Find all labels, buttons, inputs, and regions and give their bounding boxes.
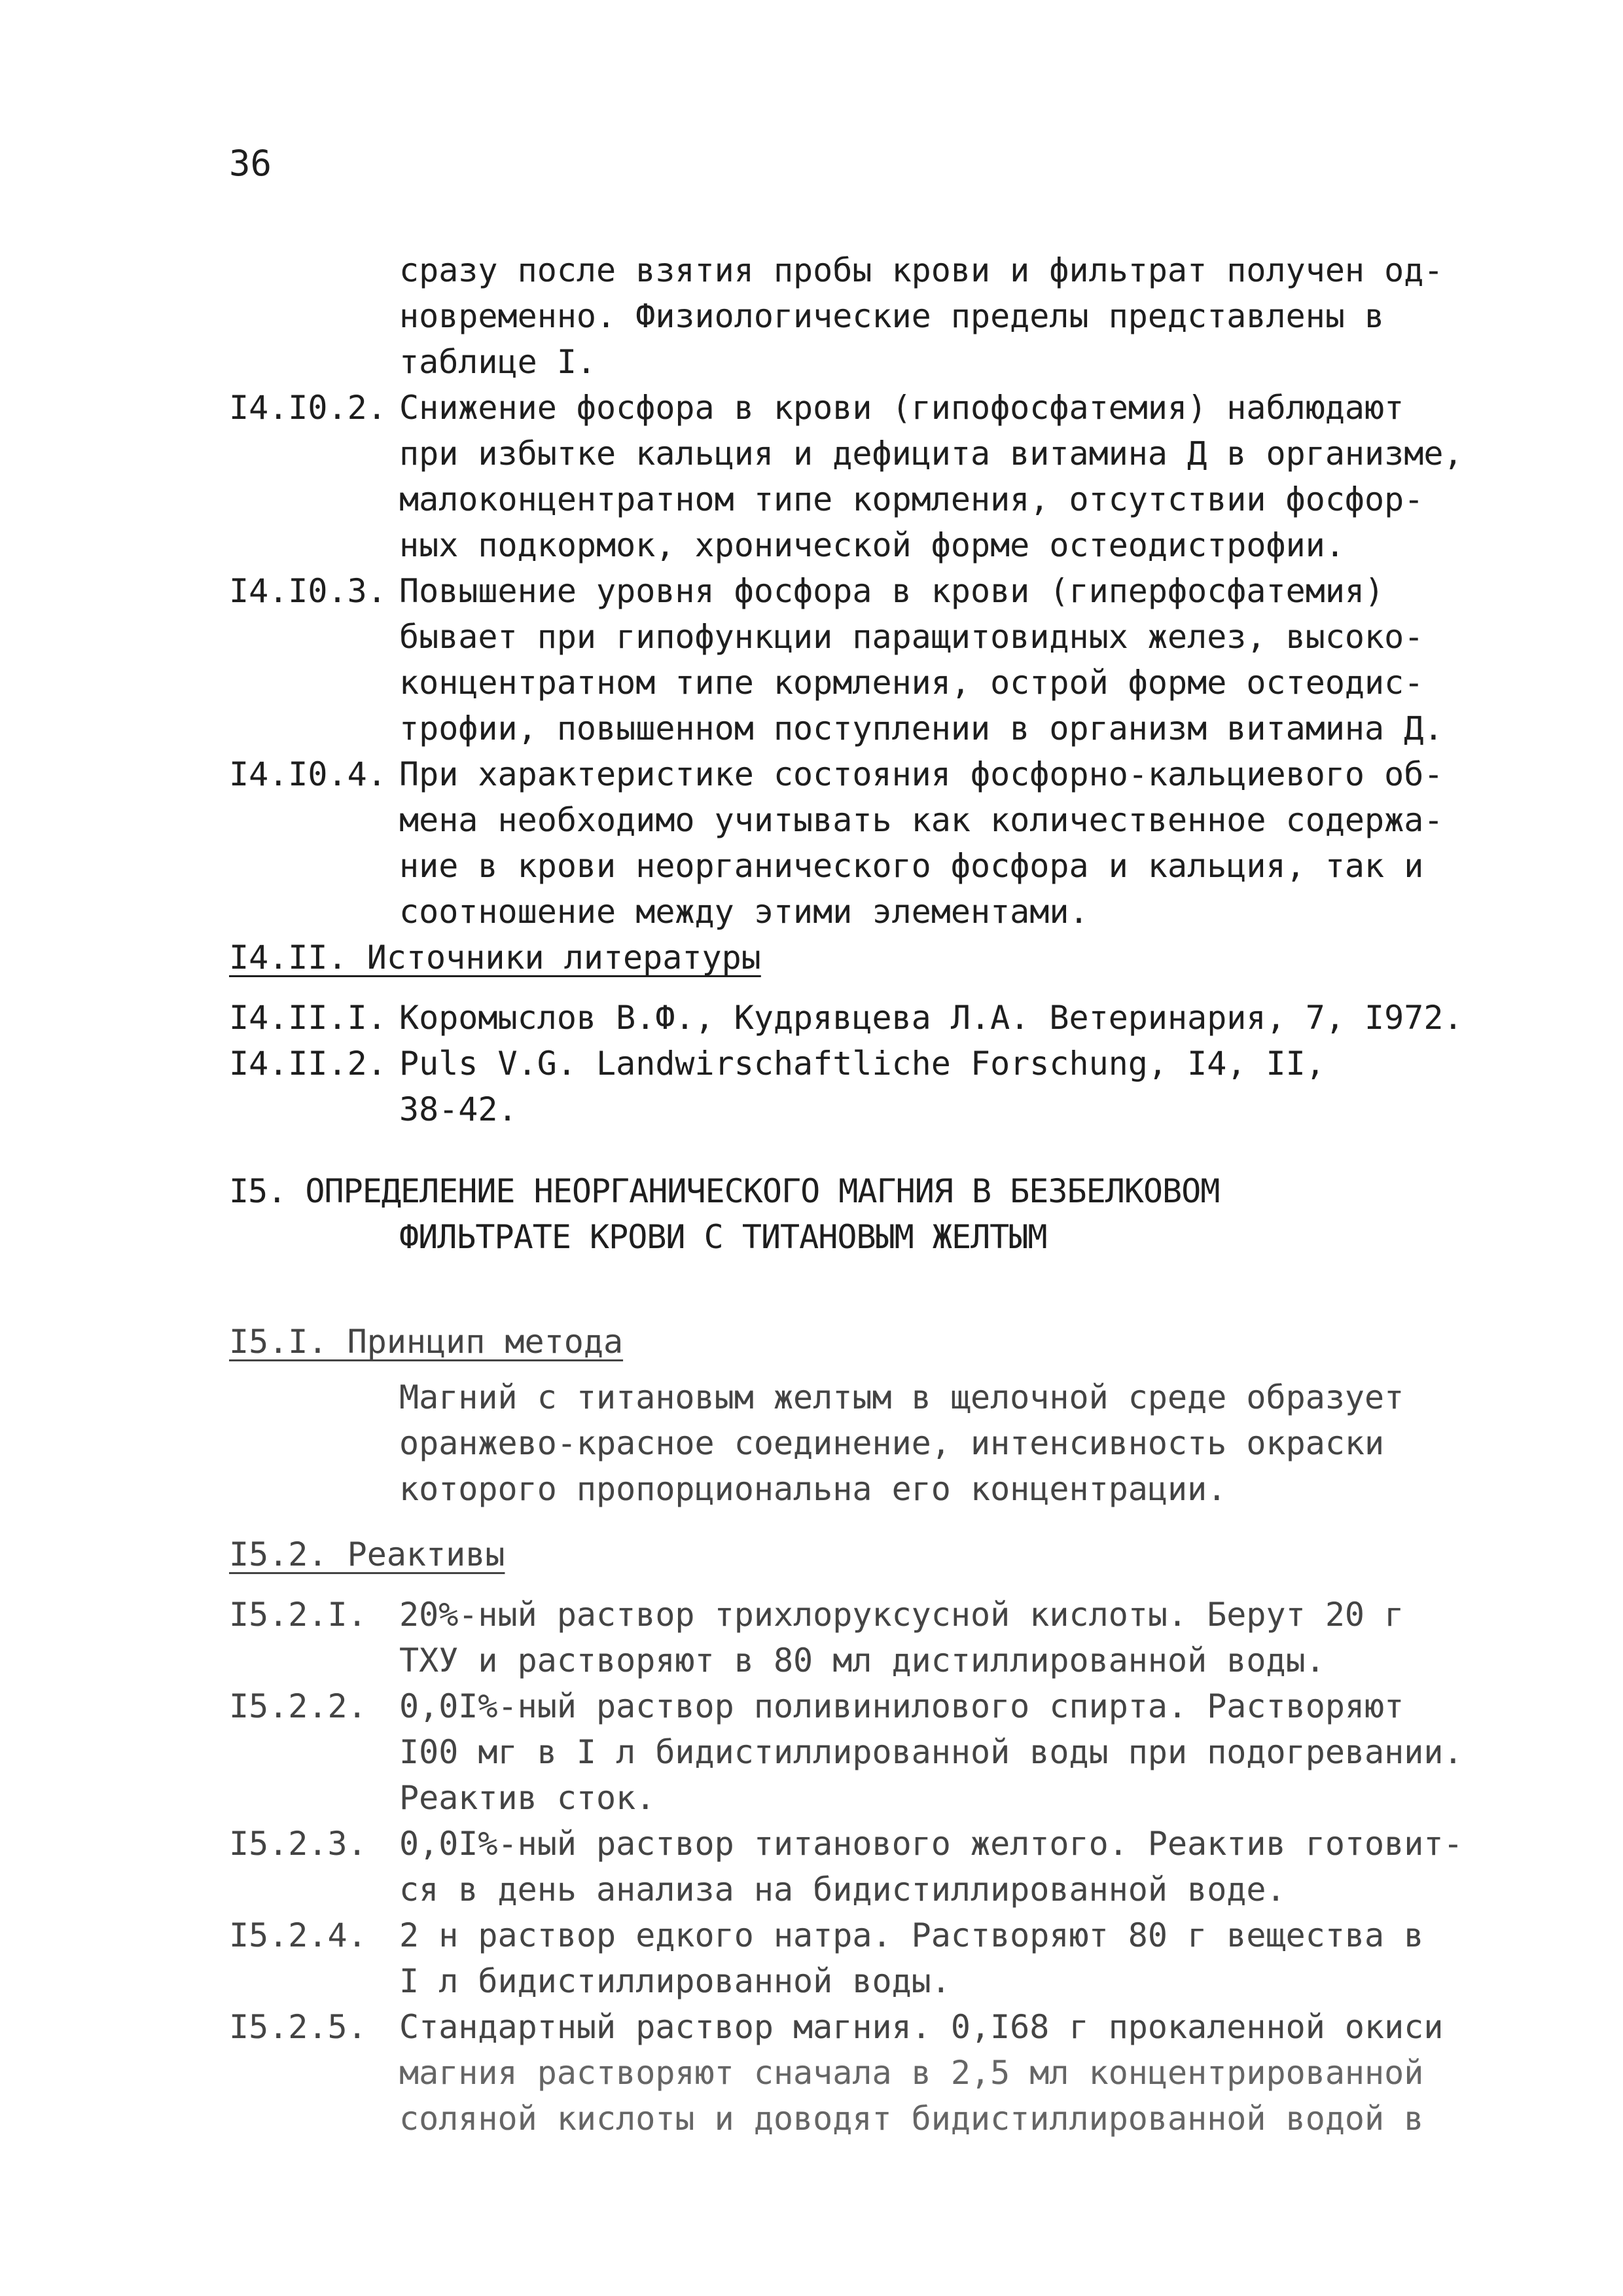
page-number: 36 bbox=[229, 143, 272, 184]
principle-text-line: Магний с титановым желтым в щелочной среде образует bbox=[399, 1378, 1404, 1416]
item-text-line: малоконцентратном типе кормления, отсутствии фосфор- bbox=[399, 480, 1424, 518]
item-text-line: мена необходимо учитывать как количественное содержа- bbox=[399, 801, 1444, 839]
reagent-number: I5.2.I. bbox=[229, 1596, 367, 1634]
reagent-text-line: 0,0I%-ный раствор титанового желтого. Реактив готовит- bbox=[399, 1825, 1463, 1863]
reagent-text-line: ся в день анализа на бидистиллированной воде. bbox=[399, 1871, 1286, 1909]
item-number: I4.I0.2. bbox=[229, 389, 387, 427]
item-text-line: концентратном типе кормления, острой форме остеодис- bbox=[399, 664, 1424, 702]
item-text-line: при избытке кальция и дефицита витамина Д в организме, bbox=[399, 435, 1463, 473]
source-number: I4.II.I. bbox=[229, 999, 387, 1037]
reagent-text-line: соляной кислоты и доводят бидистиллированной водой в bbox=[399, 2100, 1424, 2138]
reagent-text-line: 20%-ный раствор трихлоруксусной кислоты. Берут 20 г bbox=[399, 1596, 1404, 1634]
item-number: I4.I0.4. bbox=[229, 755, 387, 793]
reagent-number: I5.2.4. bbox=[229, 1916, 367, 1954]
item-text-line: Снижение фосфора в крови (гипофосфатемия) наблюдают bbox=[399, 389, 1404, 427]
source-text-line: Коромыслов В.Ф., Кудрявцева Л.А. Ветеринария, 7, I972. bbox=[399, 999, 1463, 1037]
item-text-line: ние в крови неорганического фосфора и кальция, так и bbox=[399, 847, 1424, 885]
source-number: I4.II.2. bbox=[229, 1045, 387, 1083]
reagent-number: I5.2.2. bbox=[229, 1687, 367, 1725]
sources-heading: I4.II. Источники литературы bbox=[229, 939, 761, 977]
reagent-text-line: 2 н раствор едкого натра. Растворяют 80 г вещества в bbox=[399, 1916, 1424, 1954]
continuation-line-3: таблице I. bbox=[399, 343, 597, 381]
continuation-line-2: новременно. Физиологические пределы представлены в bbox=[399, 297, 1385, 335]
reagent-number: I5.2.5. bbox=[229, 2008, 367, 2046]
principle-heading: I5.I. Принцип метода bbox=[229, 1323, 624, 1361]
reagent-text-line: Реактив сток. bbox=[399, 1779, 656, 1817]
reagent-text-line: I00 мг в I л бидистиллированной воды при подогревании. bbox=[399, 1733, 1463, 1771]
principle-text-line: которого пропорциональна его концентрации. bbox=[399, 1470, 1227, 1508]
continuation-line-1: сразу после взятия пробы крови и фильтрат получен од- bbox=[399, 251, 1444, 289]
item-text-line: трофии, повышенном поступлении в организм витамина Д. bbox=[399, 709, 1444, 747]
principle-text-line: оранжево-красное соединение, интенсивность окраски bbox=[399, 1424, 1385, 1462]
source-text-line: 38-42. bbox=[399, 1090, 518, 1128]
reagent-text-line: 0,0I%-ный раствор поливинилового спирта. Растворяют bbox=[399, 1687, 1404, 1725]
item-text-line: При характеристике состояния фосфорно-кальциевого об- bbox=[399, 755, 1444, 793]
item-text-line: ных подкормок, хронической форме остеодистрофии. bbox=[399, 526, 1345, 564]
item-number: I4.I0.3. bbox=[229, 572, 387, 610]
item-text-line: соотношение между этими элементами. bbox=[399, 893, 1089, 931]
item-text-line: бывает при гипофункции паращитовидных желез, высоко- bbox=[399, 618, 1424, 656]
source-text-line: Puls V.G. Landwirschaftliche Forschung, I4, II, bbox=[399, 1045, 1325, 1083]
reagent-text-line: магния растворяют сначала в 2,5 мл концентрированной bbox=[399, 2054, 1424, 2092]
reagent-text-line: Стандартный раствор магния. 0,I68 г прокаленной окиси bbox=[399, 2008, 1444, 2046]
section-title-line-1: I5. ОПРЕДЕЛЕНИЕ НЕОРГАНИЧЕСКОГО МАГНИЯ В БЕЗБЕЛКОВОМ bbox=[229, 1172, 1220, 1210]
section-title-line-2: ФИЛЬТРАТЕ КРОВИ С ТИТАНОВЫМ ЖЕЛТЫМ bbox=[399, 1218, 1047, 1256]
reagent-number: I5.2.3. bbox=[229, 1825, 367, 1863]
reagent-text-line: I л бидистиллированной воды. bbox=[399, 1962, 951, 2000]
reagent-text-line: ТХУ и растворяют в 80 мл дистиллированной воды. bbox=[399, 1641, 1325, 1679]
reagents-heading: I5.2. Реактивы bbox=[229, 1535, 505, 1573]
item-text-line: Повышение уровня фосфора в крови (гиперфосфатемия) bbox=[399, 572, 1385, 610]
